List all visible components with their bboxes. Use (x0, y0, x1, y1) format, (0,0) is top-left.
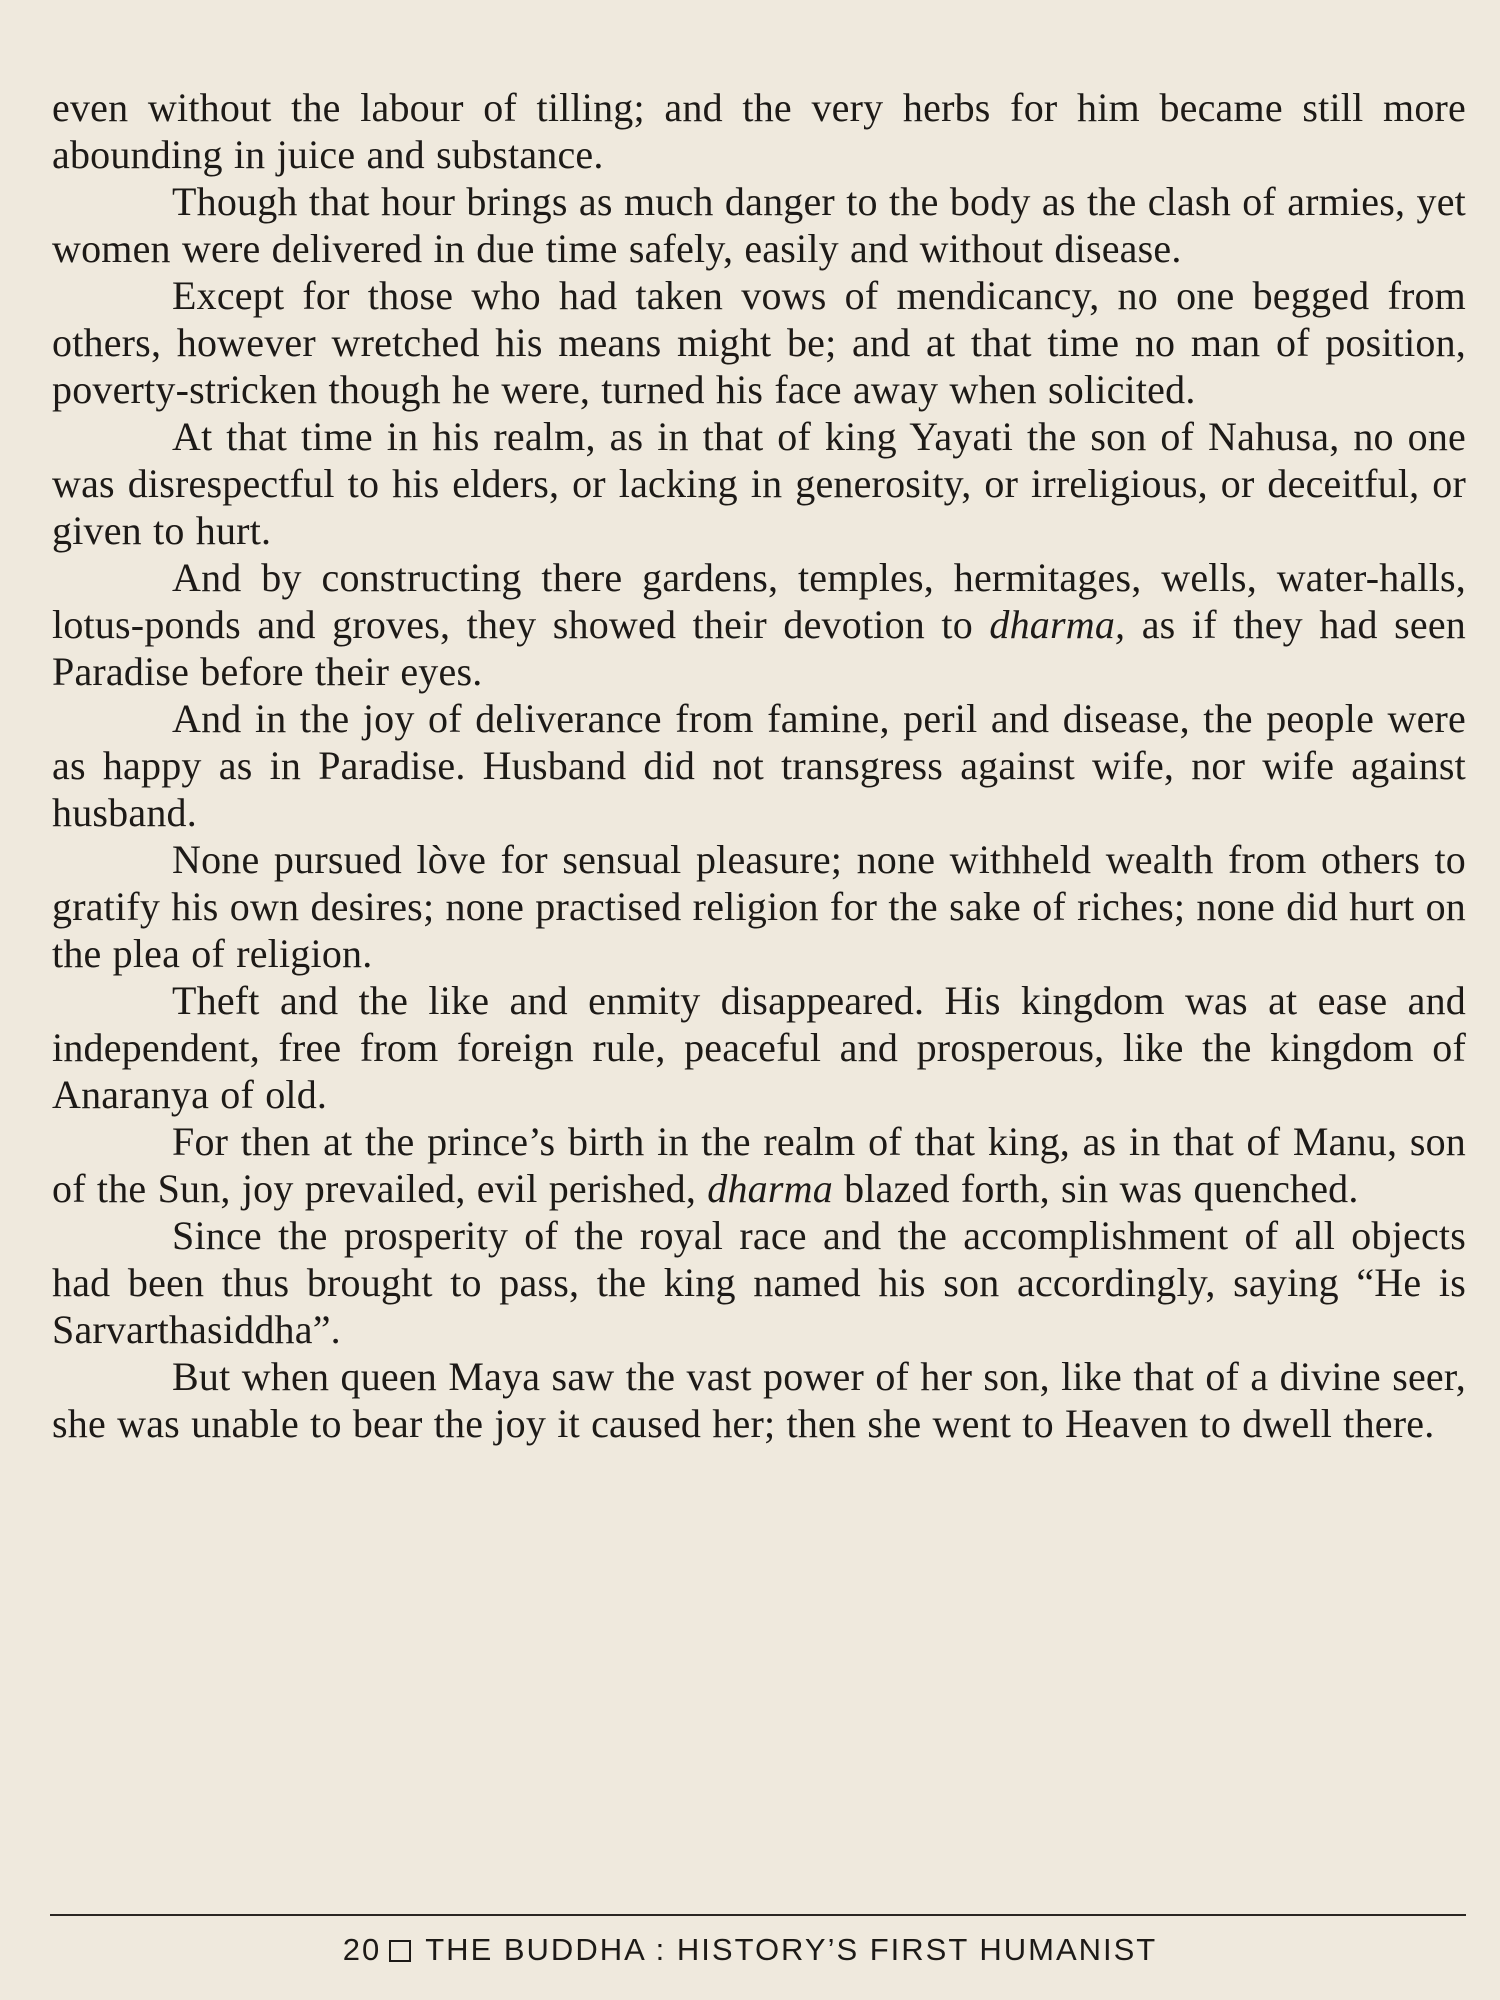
paragraph-4: At that time in his realm, as in that of king Yayati the son of Nahusa, no one was disrespectful to his elders, or lacking in generosity, or irreligious, or deceitful, or given to hurt. (52, 414, 1466, 553)
italic-term: dharma, (989, 602, 1126, 647)
paragraph-6: And in the joy of deliverance from famine, peril and disease, the people were as happy as in Paradise. Husband did not transgress against wife, nor wife against husband. (52, 696, 1466, 835)
paragraph-1: even without the labour of tilling; and the very herbs for him became still more abounding in juice and substance. (52, 85, 1466, 177)
page-number: 20 (342, 1932, 382, 1967)
running-footer (0, 1932, 1500, 1968)
paragraph-2: Though that hour brings as much danger to the body as the clash of armies, yet women were delivered in due time safely, easily and without disease. (52, 179, 1466, 271)
paragraph-5: And by constructing there gardens, temples, hermitages, wells, water-halls, lotus-ponds and groves, they showed their devotion to dharma, as if they had seen Paradise before their eyes. (52, 555, 1467, 694)
square-bullet-icon (389, 1940, 411, 1962)
italic-term: dharma (707, 1166, 833, 1211)
footer-divider (50, 1914, 1466, 1916)
paragraph-10: Since the prosperity of the royal race and the accomplishment of all objects had been thus brought to pass, the king named his son accordingly, saying “He is Sarvarthasiddha”. (52, 1213, 1466, 1352)
paragraph-9: For then at the prince’s birth in the realm of that king, as in that of Manu, son of the Sun, joy prevailed, evil perished, dharma blazed forth, sin was quenched. (52, 1119, 1466, 1211)
paragraph-8: Theft and the like and enmity disappeared. His kingdom was at ease and independent, free from foreign rule, peaceful and prosperous, like the kingdom of Anaranya of old. (52, 978, 1466, 1117)
book-title: THE BUDDHA : HISTORY’S FIRST HUMANIST (425, 1932, 1158, 1967)
paragraph-11: But when queen Maya saw the vast power of her son, like that of a divine seer, she was unable to bear the joy it caused her; then she went to Heaven to dwell there. (52, 1354, 1466, 1446)
paragraph-3: Except for those who had taken vows of mendicancy, no one begged from others, however wretched his means might be; and at that time no man of position, poverty-stricken though he were, turned his face away when solicited. (52, 273, 1466, 412)
paragraph-7: None pursued lòve for sensual pleasure; none withheld wealth from others to gratify his own desires; none practised religion for the sake of riches; none did hurt on the plea of religion. (52, 837, 1466, 976)
